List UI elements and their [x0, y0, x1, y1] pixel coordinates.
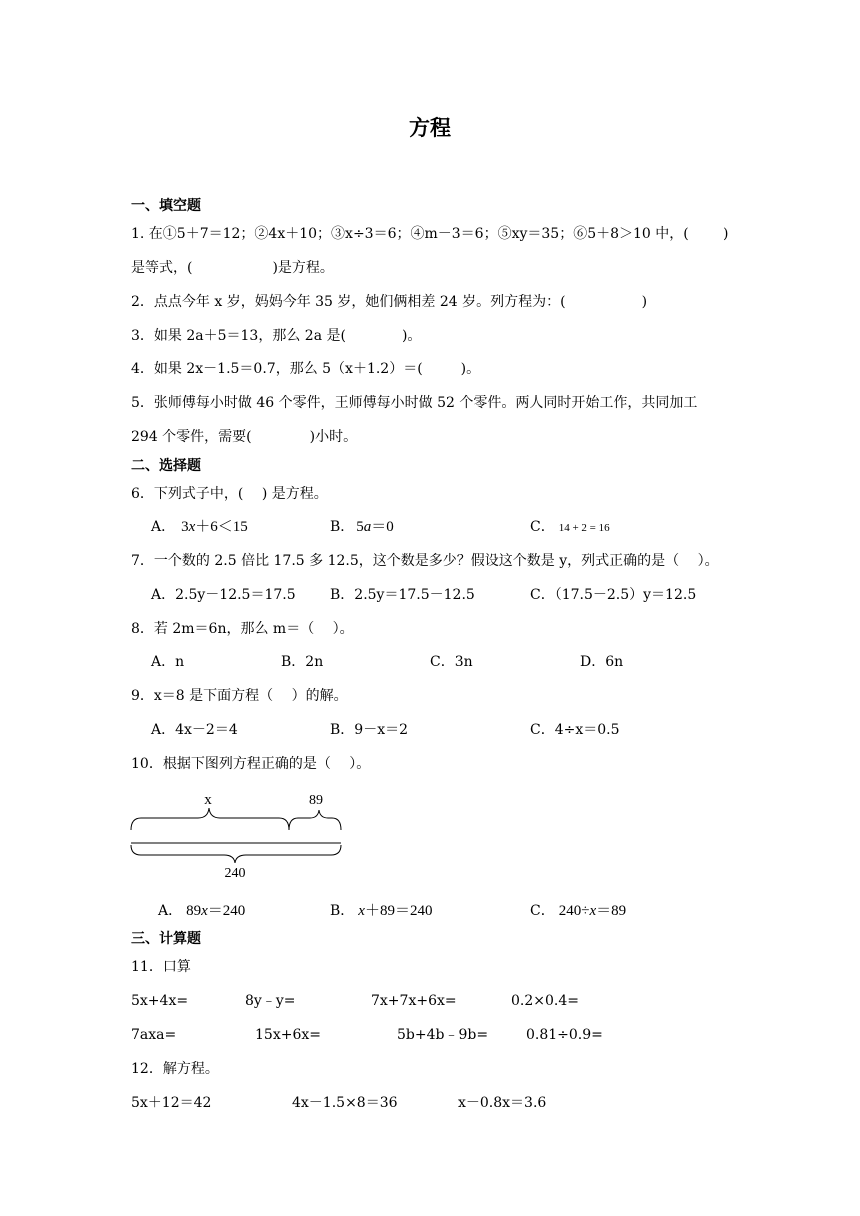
equation-item: 4x－1.5×8＝36 [292, 1095, 398, 1111]
question-12: 12．解方程。 [131, 1061, 219, 1077]
question-9: 9．x＝8 是下面方程（ ）的解。 [131, 688, 348, 704]
mental-math-item: 0.81÷0.9= [526, 1027, 603, 1043]
mental-math-item: 5b+4b﹣9b= [397, 1027, 489, 1043]
q9-option-c[interactable]: C．4÷x＝0.5 [530, 722, 620, 738]
mental-math-item: 7axa= [131, 1027, 177, 1043]
question-11: 11．口算 [131, 959, 191, 975]
equation-item: x－0.8x＝3.6 [458, 1095, 547, 1111]
section-heading-fill-in: 一、填空题 [131, 198, 201, 214]
brace-top-right [289, 810, 341, 830]
q8-option-d[interactable]: D．6n [580, 654, 624, 670]
question-2 [131, 293, 647, 311]
question-6: 6．下列式子中，( ) 是方程。 [131, 486, 328, 502]
q10-option-c[interactable]: C． 240÷x＝89 [530, 903, 627, 919]
section-heading-choice: 二、选择题 [131, 458, 201, 474]
question-1-text-b-end: )是方程。 [272, 260, 334, 276]
diagram-label-x: x [204, 792, 212, 808]
question-5-end: )小时。 [309, 429, 358, 445]
q8-option-b[interactable]: B．2n [281, 654, 324, 670]
question-1-blank-end: ) [723, 226, 729, 242]
question-10: 10．根据下图列方程正确的是（ ）。 [131, 756, 371, 772]
q8-option-a[interactable]: A．n [151, 654, 185, 670]
question-3 [131, 327, 421, 345]
question-5-text: 294 个零件，需要( [131, 429, 252, 445]
question-4-end: )。 [460, 361, 481, 377]
question-4 [131, 360, 480, 378]
equation-item: 5x＋12＝42 [131, 1095, 212, 1111]
q6-option-a[interactable]: A． 3x＋6＜15 [151, 519, 248, 535]
question-5-line-2 [131, 428, 357, 446]
question-1-line-1 [131, 225, 689, 243]
page-title: 方程 [409, 116, 451, 140]
question-3-text: 3．如果 2a＋5＝13，那么 2a 是( [131, 328, 346, 344]
q7-option-a[interactable]: A．2.5y－12.5＝17.5 [151, 587, 296, 603]
question-7: 7．一个数的 2.5 倍比 17.5 多 12.5，这个数是多少？假设这个数是 y，列式正确的是（ ）。 [131, 553, 719, 569]
q7-option-b[interactable]: B．2.5y＝17.5－12.5 [330, 587, 475, 603]
question-8: 8．若 2m＝6n，那么 m＝（ ）。 [131, 621, 354, 637]
question-1-text-b: 是等式，( [131, 260, 193, 276]
mental-math-item: 5x+4x= [131, 993, 189, 1009]
question-1-line-2 [131, 259, 334, 277]
segment-diagram [126, 788, 348, 882]
question-3-end: )。 [401, 328, 422, 344]
mental-math-item: 15x+6x= [255, 1027, 321, 1043]
section-heading-calculation: 三、计算题 [131, 931, 201, 947]
brace-bottom [131, 845, 341, 863]
q9-option-a[interactable]: A．4x－2＝4 [151, 722, 238, 738]
mental-math-item: 0.2×0.4= [511, 993, 579, 1009]
q10-option-a[interactable]: A． 89x＝240 [158, 903, 246, 919]
brace-top-left [131, 808, 289, 830]
question-2-text: 2．点点今年 x 岁，妈妈今年 35 岁，她们俩相差 24 岁。列方程为：( [131, 294, 566, 310]
question-4-text: 4．如果 2x－1.5＝0.7，那么 5（x＋1.2）＝( [131, 361, 423, 377]
q8-option-c[interactable]: C．3n [430, 654, 473, 670]
question-5-line-1: 5．张师傅每小时做 46 个零件，王师傅每小时做 52 个零件。两人同时开始工作，共同加工 [131, 395, 698, 411]
q9-option-b[interactable]: B．9－x＝2 [330, 722, 408, 738]
mental-math-item: 8y﹣y= [245, 993, 296, 1009]
q6-option-c[interactable]: C． 14 + 2 = 16 [530, 519, 610, 535]
q10-option-b[interactable]: B． x＋89＝240 [330, 903, 433, 919]
q7-option-c[interactable]: C．（17.5－2.5）y＝12.5 [530, 587, 697, 603]
mental-math-item: 7x+7x+6x= [371, 993, 457, 1009]
question-1-text: 1. 在①5＋7＝12；②4x＋10；③x÷3＝6；④m－3＝6；⑤xy＝35；⑥5＋8＞10 中，( [131, 226, 689, 242]
diagram-label-89: 89 [309, 793, 323, 808]
q6-option-b[interactable]: B． 5a＝0 [330, 519, 394, 535]
diagram-label-240: 240 [224, 866, 246, 881]
question-2-end: ) [641, 294, 648, 310]
